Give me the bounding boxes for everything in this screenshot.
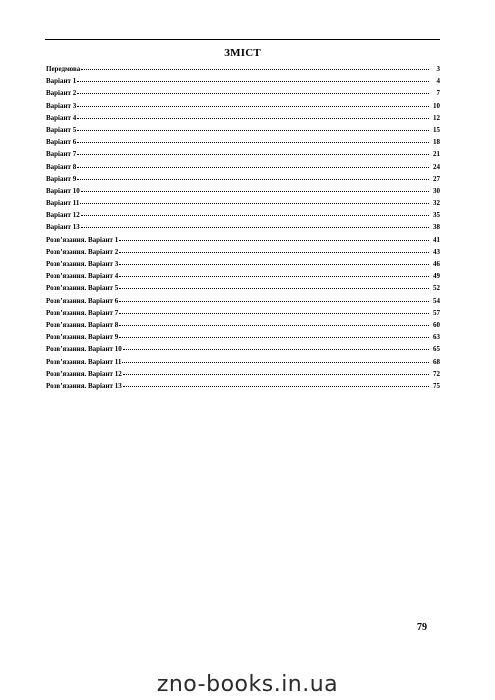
toc-entry-label: Варіант 6 <box>46 138 77 147</box>
toc-entry[interactable] <box>46 161 440 173</box>
toc-entry-label: Варіант 11 <box>46 199 80 208</box>
toc-dot-leader <box>77 118 429 119</box>
toc-entry-label: Варіант 3 <box>46 101 77 110</box>
toc-dot-leader <box>77 93 429 94</box>
toc-entry-page: 38 <box>433 223 440 232</box>
toc-entry[interactable] <box>46 136 440 148</box>
toc-entry-page: 10 <box>433 101 440 110</box>
toc-dot-leader <box>123 349 429 350</box>
toc-entry[interactable] <box>46 343 440 355</box>
toc-entry-page: 41 <box>433 235 440 244</box>
toc-entry-page: 15 <box>433 125 440 134</box>
toc-entry-page: 12 <box>433 113 440 122</box>
toc-entry[interactable] <box>46 124 440 136</box>
toc-entry[interactable] <box>46 331 440 343</box>
toc-entry-label: Розв’язання. Варіант 7 <box>46 308 119 317</box>
toc-dot-leader <box>81 191 429 192</box>
toc-dot-leader <box>119 288 429 289</box>
toc-dot-leader <box>119 325 429 326</box>
toc-entry[interactable] <box>46 295 440 307</box>
toc-dot-leader <box>77 154 429 155</box>
toc-entry-label: Варіант 8 <box>46 162 77 171</box>
toc-entry[interactable] <box>46 368 440 380</box>
watermark: zno-books.in.ua <box>156 672 339 697</box>
toc-entry[interactable] <box>46 63 440 75</box>
toc-dot-leader <box>119 264 429 265</box>
toc-entry-label: Розв’язання. Варіант 9 <box>46 333 119 342</box>
toc-entry-label: Варіант 10 <box>46 186 80 195</box>
toc-entry-page: 27 <box>433 174 440 183</box>
toc-entry-label: Розв’язання. Варіант 4 <box>46 272 119 281</box>
toc-entry-page: 46 <box>433 260 440 268</box>
toc-entry-page: 30 <box>433 186 440 195</box>
toc-entry-page: 43 <box>433 247 440 256</box>
toc-entry-label: Варіант 9 <box>46 174 77 183</box>
toc-entry-page: 7 <box>436 89 440 98</box>
toc-dot-leader <box>119 337 429 338</box>
toc-entry-page: 57 <box>433 308 440 317</box>
toc-dot-leader <box>77 130 429 131</box>
toc-entry-page: 52 <box>433 284 440 293</box>
toc-entry[interactable] <box>46 197 440 209</box>
page-number: 79 <box>417 622 427 633</box>
toc-dot-leader <box>119 276 429 277</box>
toc-dot-leader <box>119 252 429 253</box>
toc-entry[interactable] <box>46 270 440 282</box>
toc-entry-page: 75 <box>433 381 440 390</box>
top-rule <box>45 39 440 40</box>
toc-entry-label: Розв’язання. Варіант 1 <box>46 235 119 244</box>
toc-entry[interactable] <box>46 234 440 246</box>
toc-dot-leader <box>80 203 429 204</box>
toc-entry-label: Розв’язання. Варіант 12 <box>46 369 122 378</box>
toc-entry-label: Розв’язання. Варіант 6 <box>46 296 119 305</box>
toc-dot-leader <box>77 106 429 107</box>
toc-entry-label: Розв’язання. Варіант 11 <box>46 357 122 366</box>
toc-entry-label: Розв’язання. Варіант 13 <box>46 381 122 390</box>
toc-entry-page: 21 <box>433 150 440 159</box>
toc-entry-page: 60 <box>433 320 440 329</box>
toc-entry-label: Варіант 5 <box>46 125 77 134</box>
toc-entry-label: Варіант 12 <box>46 211 80 220</box>
toc-entry-page: 32 <box>433 199 440 208</box>
toc-entry-page: 65 <box>433 345 440 354</box>
toc-entry-label: Варіант 1 <box>46 77 77 86</box>
toc-entry-label: Варіант 7 <box>46 150 77 159</box>
toc-entry-page: 49 <box>433 272 440 281</box>
toc-entry[interactable] <box>46 221 440 233</box>
toc-entry-page: 4 <box>436 77 440 86</box>
toc-entry-label: Варіант 4 <box>46 113 77 122</box>
toc-entry-label: Варіант 13 <box>46 223 80 232</box>
toc-entry[interactable] <box>46 173 440 185</box>
toc-dot-leader <box>119 240 429 241</box>
toc-dot-leader <box>77 179 429 180</box>
toc-entry-page: 54 <box>433 296 440 305</box>
toc-entry[interactable] <box>46 87 440 99</box>
toc-entry-label: Розв’язання. Варіант 3 <box>46 260 119 268</box>
toc-entry-label: Передмова <box>46 65 81 73</box>
toc-dot-leader <box>119 301 429 302</box>
toc-entry-label: Варіант 2 <box>46 89 77 98</box>
toc-entry[interactable] <box>46 258 440 270</box>
toc-dot-leader <box>77 142 429 143</box>
toc-entry-label: Розв’язання. Варіант 10 <box>46 345 122 354</box>
toc-entry-page: 3 <box>436 65 440 73</box>
toc-entry-page: 18 <box>433 138 440 147</box>
toc-entry[interactable] <box>46 112 440 124</box>
toc-entry[interactable] <box>46 100 440 112</box>
toc-dot-leader <box>122 362 429 363</box>
toc-entry-label: Розв’язання. Варіант 2 <box>46 247 119 256</box>
page-title: ЗМІСТ <box>224 47 261 59</box>
toc-dot-leader <box>81 227 429 228</box>
toc-entry[interactable] <box>46 307 440 319</box>
table-of-contents <box>46 63 440 392</box>
toc-entry-page: 68 <box>433 357 440 366</box>
toc-entry-label: Розв’язання. Варіант 8 <box>46 320 119 329</box>
toc-dot-leader <box>81 69 429 70</box>
toc-dot-leader <box>119 313 429 314</box>
toc-dot-leader <box>77 167 429 168</box>
toc-entry-page: 63 <box>433 333 440 342</box>
toc-dot-leader <box>123 386 429 387</box>
toc-entry[interactable] <box>46 209 440 221</box>
toc-entry[interactable] <box>46 185 440 197</box>
toc-entry[interactable] <box>46 246 440 258</box>
toc-entry[interactable] <box>46 148 440 160</box>
toc-entry[interactable] <box>46 319 440 331</box>
toc-dot-leader <box>81 215 429 216</box>
toc-dot-leader <box>123 374 429 375</box>
toc-entry[interactable] <box>46 380 440 392</box>
toc-dot-leader <box>77 81 429 82</box>
toc-entry-page: 35 <box>433 211 440 220</box>
toc-entry-label: Розв’язання. Варіант 5 <box>46 284 119 293</box>
toc-entry[interactable] <box>46 75 440 87</box>
toc-entry[interactable] <box>46 282 440 294</box>
toc-entry[interactable] <box>46 356 440 368</box>
toc-entry-page: 24 <box>433 162 440 171</box>
toc-entry-page: 72 <box>433 369 440 378</box>
